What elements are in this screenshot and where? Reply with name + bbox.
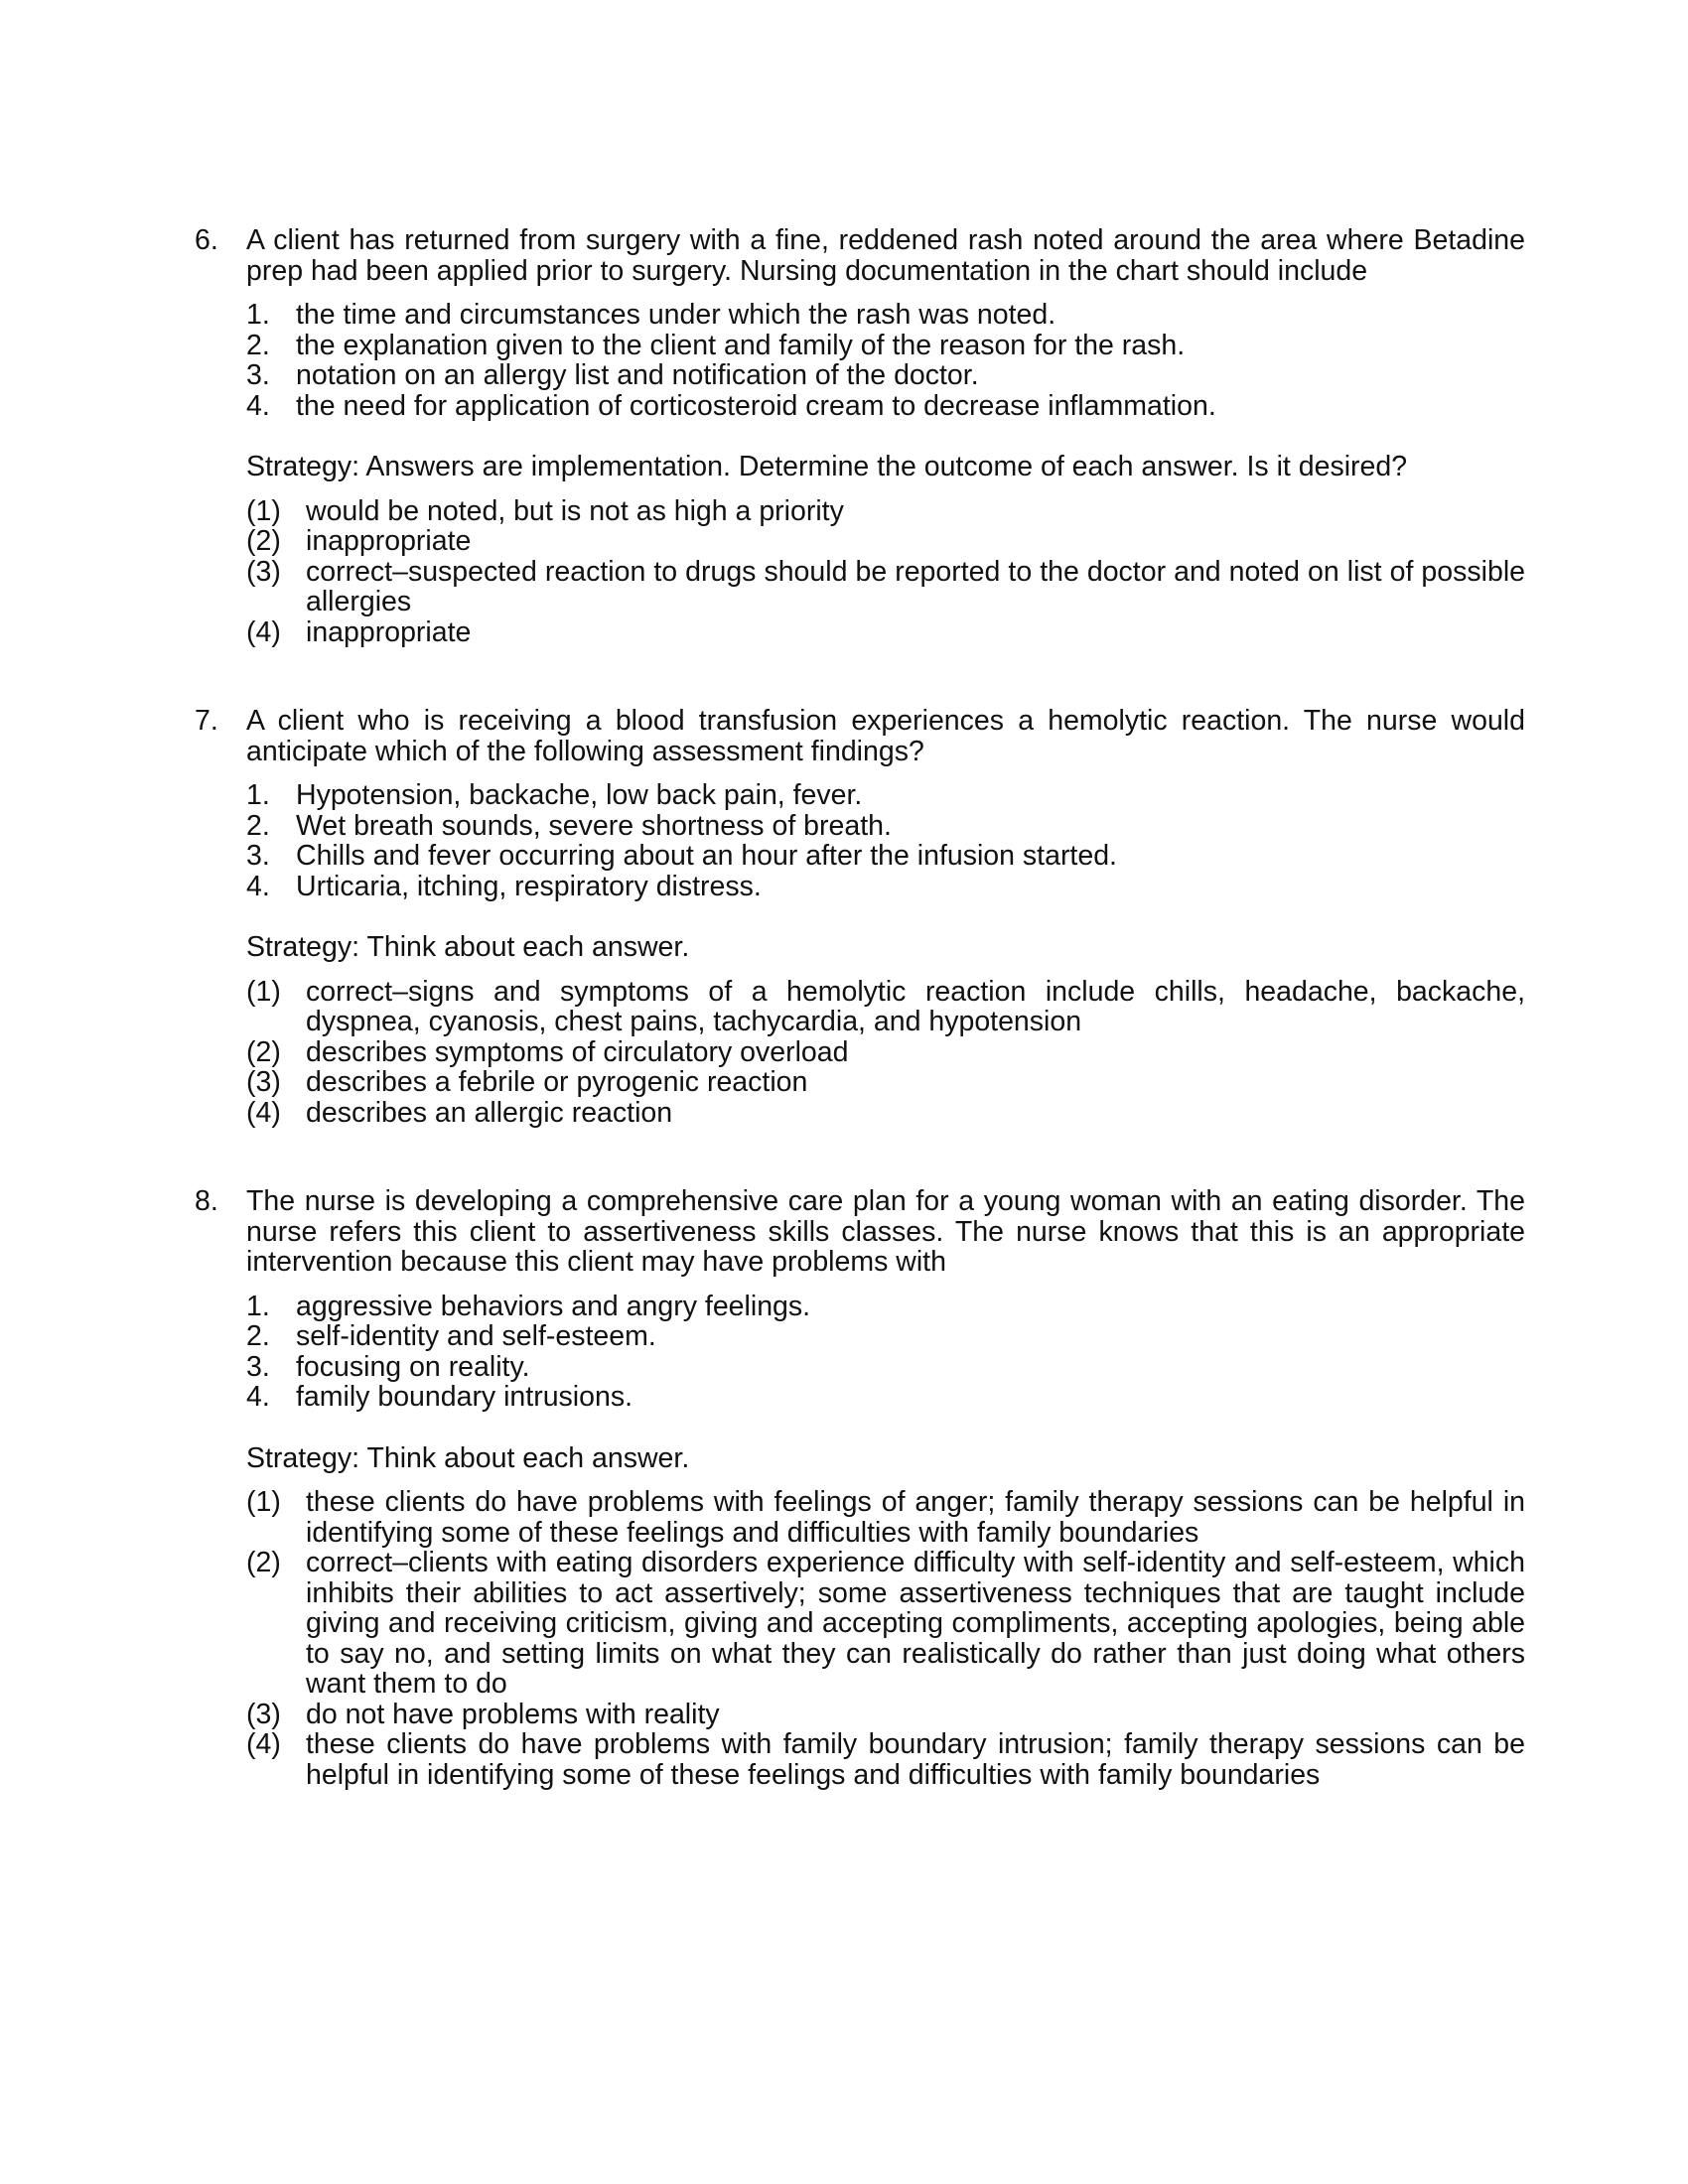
answer-choice <box>246 360 1525 391</box>
answer-choice <box>246 780 1525 811</box>
rationale-number: (1) <box>246 494 281 527</box>
choice-number: 4. <box>246 389 270 422</box>
rationale-text: inappropriate <box>306 615 472 648</box>
answer-choice <box>246 841 1525 872</box>
question-stem-row <box>195 1186 1525 1278</box>
rationale-item <box>246 1067 1525 1098</box>
rationale-text: do not have problems with reality <box>306 1698 720 1730</box>
question-stem: A client who is receiving a blood transfusion experiences a hemolytic reaction. The nurse would anticipate which of the following assessment findings? <box>246 705 1525 767</box>
rationale-text: describes an allergic reaction <box>306 1096 673 1129</box>
strategy-text: Strategy: Think about each answer. <box>246 1441 690 1474</box>
answer-choice <box>246 331 1525 361</box>
answer-choice <box>246 300 1525 331</box>
answer-choice <box>246 872 1525 902</box>
choice-number: 2. <box>246 1320 270 1352</box>
choice-number: 1. <box>246 779 270 811</box>
choice-text: focusing on reality. <box>296 1350 530 1383</box>
rationale-item <box>246 617 1525 648</box>
rationale-item <box>246 1037 1525 1068</box>
choice-text: Chills and fever occurring about an hour after the infusion started. <box>296 840 1117 872</box>
rationale-item <box>246 496 1525 527</box>
choice-text: the time and circumstances under which the rash was noted. <box>296 299 1056 331</box>
rationale-text: correct–clients with eating disorders experience difficulty with self-identity and self-esteem, which inhibits their abilities to act assertively; some assertiveness techniques that are taught include giving and receiving criticism, giving and accepting compliments, accepting apologies, being able to say no, and setting limits on what they can realistically do rather than just doing what others want them to do <box>306 1547 1525 1700</box>
choice-number: 2. <box>246 329 270 361</box>
rationale-list <box>246 977 1525 1129</box>
rationale-item <box>246 557 1525 617</box>
question-7 <box>195 706 1525 1128</box>
question-body <box>246 1292 1525 1791</box>
answer-choice <box>246 811 1525 842</box>
rationale-text: would be noted, but is not as high a priority <box>306 494 844 527</box>
answer-choice <box>246 1352 1525 1383</box>
question-stem: The nurse is developing a comprehensive care plan for a young woman with an eating disorder. The nurse refers this client to assertiveness skills classes. The nurse knows that this is an appropriate intervention because this client may have problems with <box>246 1185 1525 1278</box>
question-stem-row <box>195 706 1525 766</box>
answer-choices <box>246 780 1525 901</box>
question-number: 8. <box>195 1185 218 1217</box>
choice-text: self-identity and self-esteem. <box>296 1320 656 1352</box>
choice-number: 1. <box>246 1290 270 1322</box>
choice-text: notation on an allergy list and notification of the doctor. <box>296 359 979 391</box>
rationale-number: (4) <box>246 1096 281 1129</box>
choice-text: the explanation given to the client and family of the reason for the rash. <box>296 329 1186 361</box>
choice-text: Urticaria, itching, respiratory distress. <box>296 870 762 902</box>
question-8 <box>195 1186 1525 1790</box>
choice-text: the need for application of corticosteroid cream to decrease inflammation. <box>296 389 1216 422</box>
rationale-text: inappropriate <box>306 525 472 557</box>
rationale-item <box>246 1487 1525 1548</box>
rationale-list <box>246 1487 1525 1790</box>
rationale-text: describes symptoms of circulatory overload <box>306 1035 849 1068</box>
rationale-number: (2) <box>246 1035 281 1068</box>
choice-text: aggressive behaviors and angry feelings. <box>296 1290 811 1322</box>
rationale-text: describes a febrile or pyrogenic reaction <box>306 1066 808 1098</box>
answer-choice <box>246 1321 1525 1352</box>
question-stem: A client has returned from surgery with a fine, reddened rash noted around the area where Betadine prep had been applied prior to surgery. Nursing documentation in the chart should include <box>246 224 1525 287</box>
choice-number: 3. <box>246 840 270 872</box>
rationale-text: correct–signs and symptoms of a hemolytic reaction include chills, headache, backache, dyspnea, cyanosis, chest pains, tachycardia, and hypotension <box>306 975 1525 1037</box>
choice-number: 3. <box>246 1350 270 1383</box>
choice-number: 4. <box>246 1381 270 1413</box>
rationale-number: (3) <box>246 555 281 588</box>
rationale-number: (2) <box>246 525 281 557</box>
question-number: 6. <box>195 224 218 256</box>
rationale-item <box>246 1548 1525 1700</box>
choice-text: family boundary intrusions. <box>296 1381 633 1413</box>
choice-text: Wet breath sounds, severe shortness of breath. <box>296 809 892 842</box>
choice-number: 3. <box>246 359 270 391</box>
choice-number: 2. <box>246 809 270 842</box>
rationale-item <box>246 1729 1525 1790</box>
choice-text: Hypotension, backache, low back pain, fever. <box>296 779 863 811</box>
answer-choices <box>246 1292 1525 1413</box>
rationale-number: (2) <box>246 1547 281 1578</box>
rationale-number: (1) <box>246 975 281 1008</box>
rationale-number: (4) <box>246 1728 281 1760</box>
rationale-item <box>246 526 1525 557</box>
answer-choice <box>246 1292 1525 1322</box>
rationale-list <box>246 496 1525 648</box>
rationale-text: these clients do have problems with family boundary intrusion; family therapy sessions can be helpful in identifying some of these feelings and difficulties with family boundaries <box>306 1728 1525 1791</box>
question-body <box>246 780 1525 1128</box>
rationale-item <box>246 977 1525 1037</box>
strategy-text: Strategy: Answers are implementation. Determine the outcome of each answer. Is it desired? <box>246 451 1408 482</box>
strategy-text: Strategy: Think about each answer. <box>246 931 690 963</box>
rationale-text: these clients do have problems with feelings of anger; family therapy sessions can be helpful in identifying some of these feelings and difficulties with family boundaries <box>306 1486 1525 1549</box>
question-number: 7. <box>195 705 218 737</box>
question-body <box>246 300 1525 647</box>
rationale-item <box>246 1098 1525 1129</box>
rationale-text: correct–suspected reaction to drugs should be reported to the doctor and noted on list of possible allergies <box>306 555 1525 617</box>
rationale-number: (1) <box>246 1486 281 1518</box>
question-6 <box>195 225 1525 647</box>
rationale-number: (3) <box>246 1066 281 1098</box>
answer-choice <box>246 1382 1525 1413</box>
rationale-item <box>246 1700 1525 1730</box>
rationale-number: (3) <box>246 1698 281 1730</box>
choice-number: 1. <box>246 299 270 331</box>
choice-number: 4. <box>246 870 270 902</box>
answer-choices <box>246 300 1525 421</box>
answer-choice <box>246 391 1525 422</box>
rationale-number: (4) <box>246 615 281 648</box>
question-stem-row <box>195 225 1525 286</box>
